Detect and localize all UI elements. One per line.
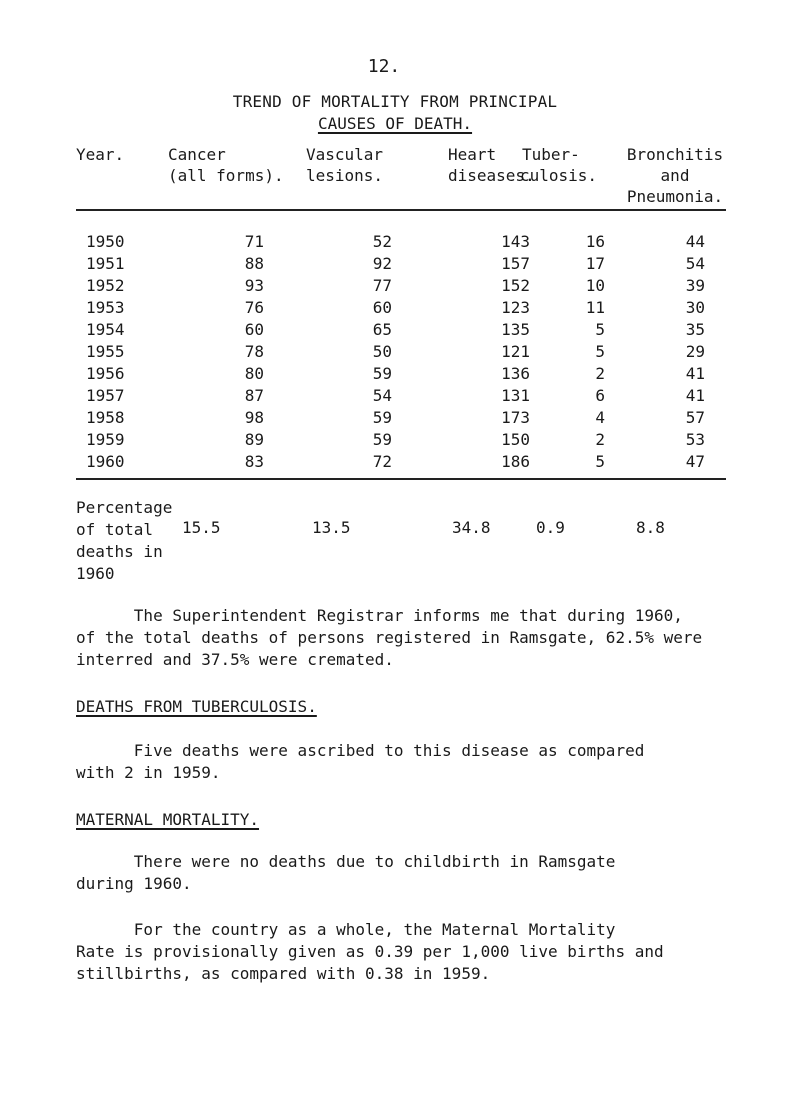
header-vascular: Vascular lesions. (306, 145, 384, 185)
maternal-mortality-heading: MATERNAL MORTALITY. (76, 810, 260, 829)
page-number: 12. (367, 56, 401, 77)
table-row: 1958 98 59 173 4 57 (86, 408, 705, 427)
table-row: 1951 88 92 157 17 54 (86, 254, 705, 273)
header-bronchitis: Bronchitis and Pneumonia. (626, 145, 724, 206)
table-row: 1953 76 60 123 11 30 (86, 298, 705, 317)
tuberculosis-paragraph: Five deaths were ascribed to this disease as compared with 2 in 1959. (76, 741, 645, 782)
percentage-heart: 34.8 (452, 518, 491, 537)
page-subtitle: CAUSES OF DEATH. (317, 114, 473, 133)
header-cancer: Cancer (all forms). (168, 145, 284, 185)
header-tuber: Tuber- culosis. (520, 145, 598, 185)
percentage-tuber: 0.9 (536, 518, 565, 537)
tuberculosis-heading: DEATHS FROM TUBERCULOSIS. (76, 697, 317, 716)
table-row: 1954 60 65 135 5 35 (86, 320, 705, 339)
percentage-vascular: 13.5 (312, 518, 351, 537)
table-row: 1950 71 52 143 16 44 (86, 232, 705, 251)
table-row: 1959 89 59 150 2 53 (86, 430, 705, 449)
table-top-rule (76, 209, 726, 211)
maternal-paragraph-2: For the country as a whole, the Maternal Mortality Rate is provisionally given as 0.39 per 1,000 live births and stillbirths, as compared with 0.38 in 1959. (76, 920, 664, 983)
table-row: 1957 87 54 131 6 41 (86, 386, 705, 405)
percentage-bronchitis: 8.8 (636, 518, 665, 537)
header-heart: Heart diseases. (448, 145, 535, 185)
maternal-paragraph-1: There were no deaths due to childbirth in Ramsgate during 1960. (76, 852, 616, 893)
table-row: 1952 93 77 152 10 39 (86, 276, 705, 295)
table-row: 1956 80 59 136 2 41 (86, 364, 705, 383)
registrar-paragraph: The Superintendent Registrar informs me that during 1960, of the total deaths of persons registered in Ramsgate, 62.5% were interred and 37.5% were cremated. (76, 606, 703, 669)
page-title: TREND OF MORTALITY FROM PRINCIPAL (232, 92, 558, 111)
percentage-label: Percentage of total deaths in 1960 (76, 498, 173, 583)
percentage-cancer: 15.5 (182, 518, 221, 537)
table-row: 1955 78 50 121 5 29 (86, 342, 705, 361)
header-year: Year. (76, 145, 125, 164)
table-bottom-rule (76, 478, 726, 480)
table-row: 1960 83 72 186 5 47 (86, 452, 705, 471)
